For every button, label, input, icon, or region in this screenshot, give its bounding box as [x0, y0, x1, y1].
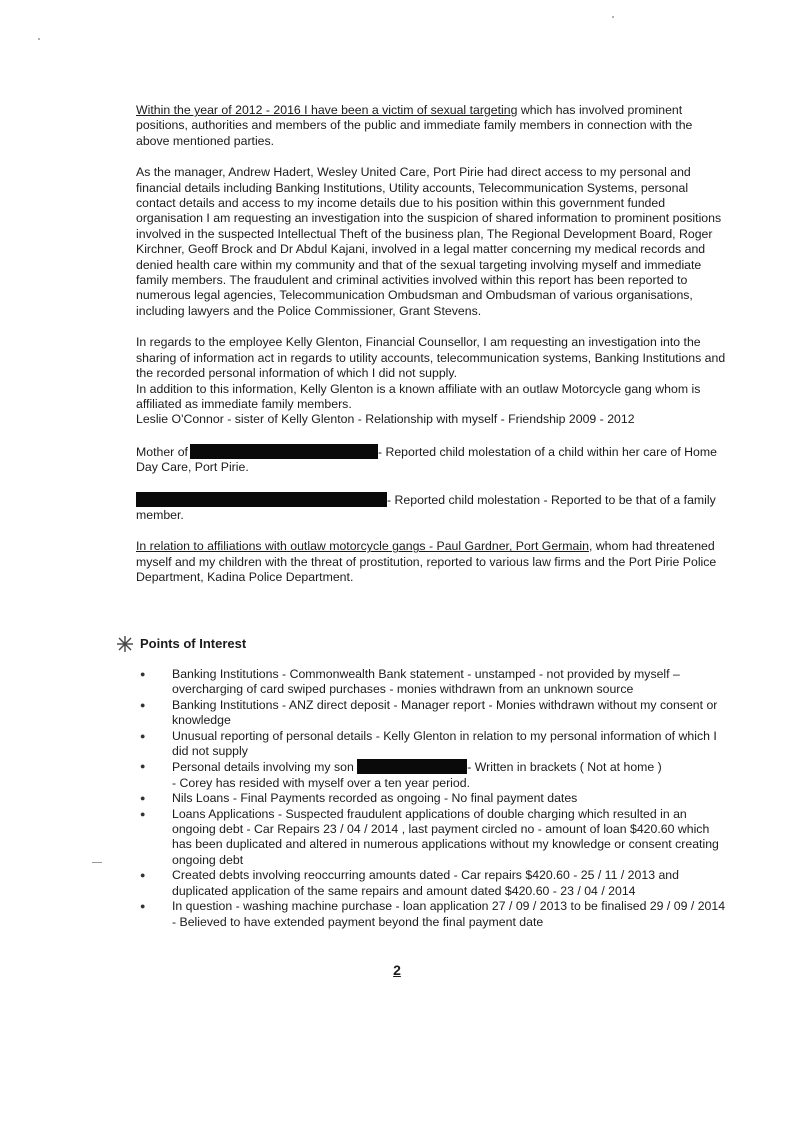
- points-list: [136, 667, 726, 930]
- point-text: Unusual reporting of personal details - Kelly Glenton in relation to my personal information of which I did not supply: [172, 728, 717, 759]
- point-text-after: - Written in brackets ( Not at home ): [467, 760, 662, 775]
- employee-paragraph: [136, 335, 726, 427]
- mother-paragraph: [136, 444, 726, 476]
- points-of-interest-heading: [115, 634, 246, 654]
- intro-rest: which has involved prominent positions, authorities and members of the public and immediate family members in connection with the above mentioned parties.: [136, 103, 693, 148]
- employee-line-3: Leslie O'Connor - sister of Kelly Glenton - Relationship with myself - Friendship 2009 - 2012: [136, 412, 635, 427]
- page-number: 2: [393, 962, 401, 978]
- point-text: Created debts involving reoccurring amounts dated - Car repairs $420.60 - 25 / 11 / 2013 and duplicated application of the same repairs and amount dated $420.60 - 23 / 04 / 2014: [172, 868, 679, 898]
- intro-paragraph: [136, 103, 726, 149]
- point-text: Loans Applications - Suspected fraudulent applications of double charging which resulted in an ongoing debt - Car Repairs 23 / 04 / 2014 , last payment circled no - amount of loan $420.60 which has been duplicated and altered in numerous applications without my knowledge or consent creating ongoing debt: [172, 806, 719, 867]
- body-text: [136, 103, 726, 602]
- bullet-icon: ●: [140, 761, 146, 772]
- employee-line-1: In regards to the employee Kelly Glenton, Financial Counsellor, I am requesting an investigation into the sharing of information act in regards to utility accounts, telecommunication systems, Banking Institutions and the recorded personal information of which I did not supply.: [136, 335, 726, 381]
- bullet-icon: ●: [140, 901, 146, 912]
- redaction-bar: [357, 759, 467, 774]
- redaction-bar: [190, 444, 378, 459]
- bullet-icon: ●: [140, 793, 146, 804]
- molestation-paragraph: [136, 492, 726, 524]
- manager-paragraph: [136, 165, 726, 319]
- list-item: [136, 868, 726, 899]
- point-text-before: Personal details involving my son: [172, 760, 354, 775]
- point-text: Banking Institutions - ANZ direct deposit - Manager report - Monies withdrawn without my consent or knowledge: [172, 697, 718, 728]
- gang-paragraph: [136, 539, 726, 585]
- bullet-icon: ●: [140, 730, 146, 741]
- scan-speck: [38, 38, 40, 40]
- list-item: [136, 759, 726, 791]
- scan-speck: [92, 862, 102, 863]
- point-text-line2: - Corey has resided with myself over a ten year period.: [172, 775, 470, 790]
- scan-speck: [612, 16, 614, 18]
- redaction-bar: [136, 492, 387, 507]
- list-item: [136, 698, 726, 729]
- manager-text: As the manager, Andrew Hadert, Wesley United Care, Port Pirie had direct access to my personal and financial details including Banking Institutions, Utility accounts, Telecommunication Systems, personal contact details and access to my income details due to his position within this government funded organisation I am requesting an investigation into the suspicion of shared information to prominent positions involved in the suspected Intellectual Theft of the business plan, The Regional Development Board, Roger Kirchner, Geoff Brock and Dr Abdul Kajani, involved in a legal matter concerning my medical records and denied health care within my community and that of the sexual targeting involving myself and immediate family members. The fraudulent and criminal activities involved within this report has been reported to numerous legal agencies, Telecommunication Ombudsman and Ombudsman of various organisations, including lawyers and the Police Commissioner, Grant Stevens.: [136, 165, 722, 318]
- bullet-icon: ●: [140, 669, 146, 679]
- gang-underlined: In relation to affiliations with outlaw motorcycle gangs - Paul Gardner, Port Germain: [136, 539, 589, 554]
- list-item: [136, 729, 726, 760]
- mother-prefix: Mother of: [136, 444, 188, 459]
- bullet-icon: ●: [140, 699, 146, 710]
- list-item: [136, 791, 726, 806]
- points-heading-label: Points of Interest: [140, 636, 247, 651]
- molestation-suffix: - Reported child molestation - Reported to be that of a family member.: [136, 492, 716, 522]
- list-item: [136, 899, 726, 930]
- employee-line-2: In addition to this information, Kelly Glenton is a known affiliate with an outlaw Motorcycle gang whom is affiliated as immediate family members.: [136, 381, 701, 411]
- point-text: Nils Loans - Final Payments recorded as ongoing - No final payment dates: [172, 791, 578, 806]
- asterisk-star-icon: [115, 634, 135, 654]
- intro-underlined: Within the year of 2012 - 2016 I have been a victim of sexual targeting: [136, 103, 518, 117]
- bullet-icon: ●: [140, 808, 146, 819]
- bullet-icon: ●: [140, 870, 146, 881]
- list-item: [136, 807, 726, 869]
- gang-rest: , whom had threatened myself and my children with the threat of prostitution, reported to various law firms and the Port Pirie Police Department, Kadina Police Department.: [136, 539, 717, 585]
- list-item: [136, 667, 726, 698]
- point-text: Banking Institutions - Commonwealth Bank statement - unstamped - not provided by myself –overcharging of card swiped purchases - monies withdrawn from an unknown source: [172, 667, 680, 697]
- mother-suffix: - Reported child molestation of a child within her care of Home Day Care, Port Pirie.: [136, 444, 717, 475]
- point-text: In question - washing machine purchase - loan application 27 / 09 / 2013 to be finalised 29 / 09 / 2014 - Believed to have extended payment beyond the final payment date: [172, 899, 726, 929]
